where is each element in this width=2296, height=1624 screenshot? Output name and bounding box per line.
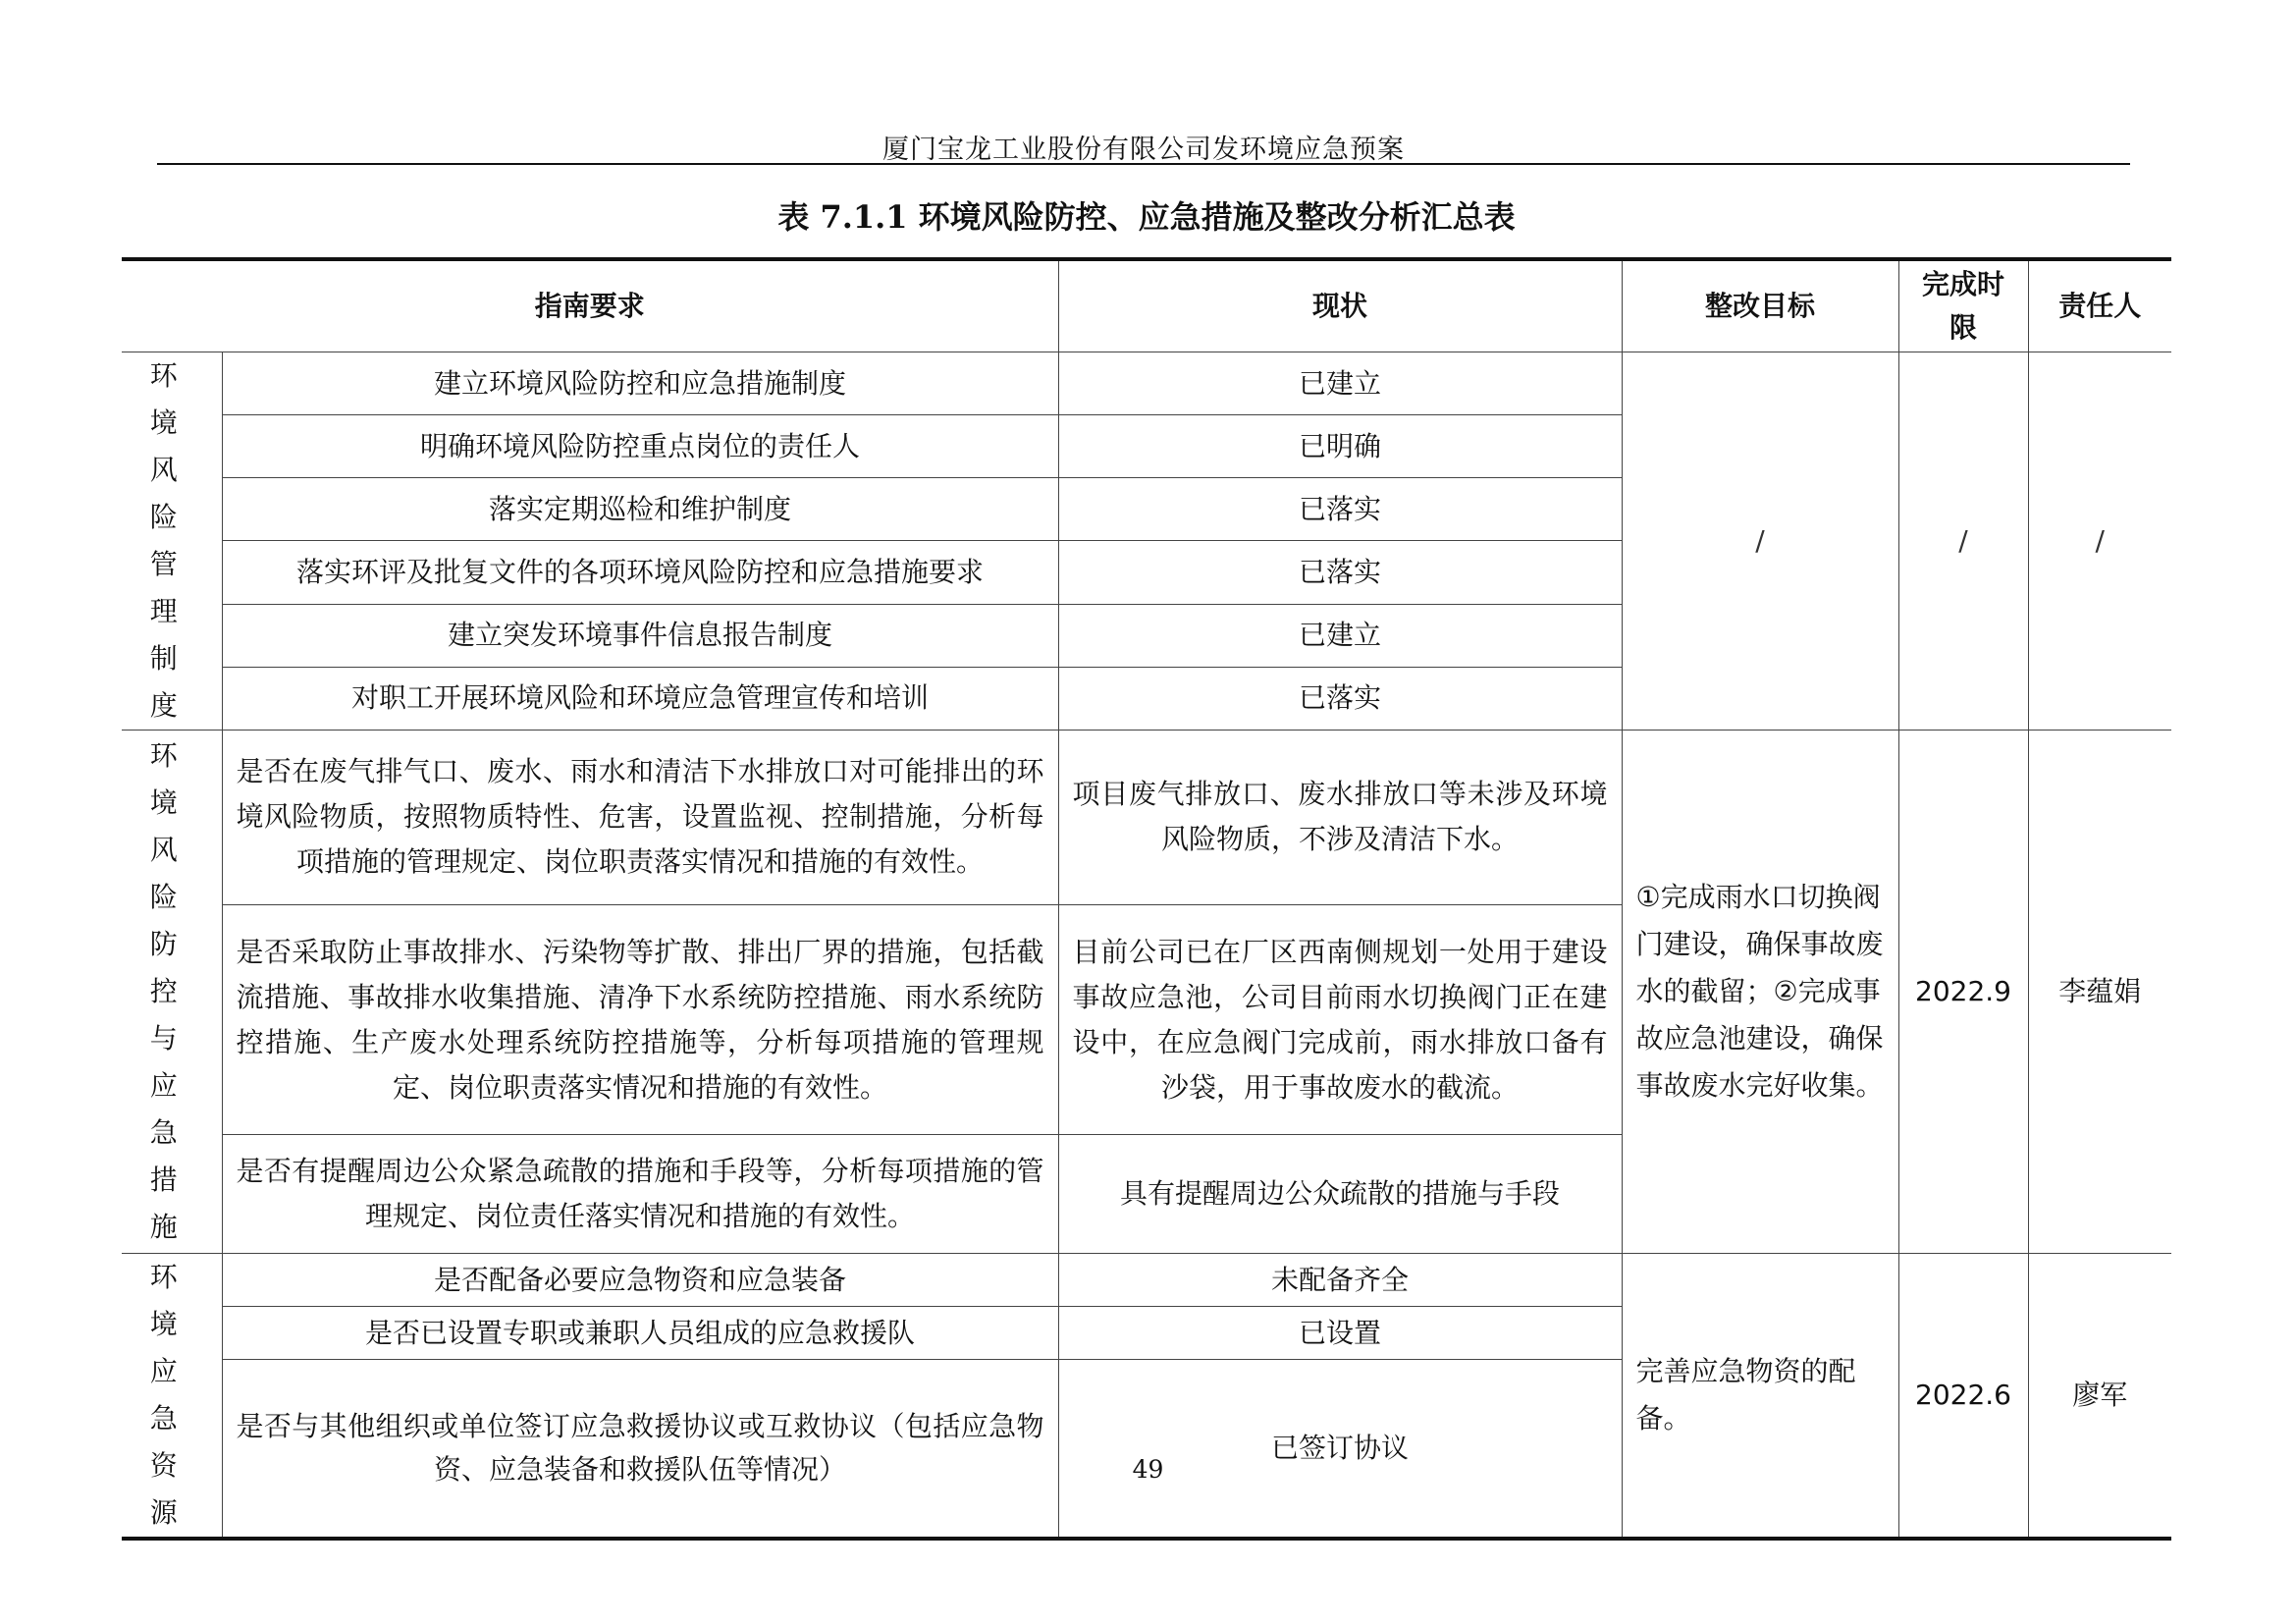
target-cell: 完善应急物资的配备。 — [1622, 1254, 1898, 1540]
deadline-cell: / — [1898, 352, 2028, 731]
deadline-cell: 2022.9 — [1898, 731, 2028, 1254]
table-caption: 表 7.1.1 环境风险防控、应急措施及整改分析汇总表 — [777, 198, 1516, 236]
requirement-cell: 落实定期巡检和维护制度 — [222, 478, 1058, 541]
category-cell: 环 境 风 险 管 理 制度 — [122, 352, 222, 731]
deadline-cell: 2022.6 — [1898, 1254, 2028, 1540]
status-cell: 目前公司已在厂区西南侧规划一处用于建设事故应急池，公司目前雨水切换阀门正在建设中，在应急阀门完成前，雨水排放口备有沙袋，用于事故废水的截流。 — [1058, 904, 1622, 1135]
status-cell: 已落实 — [1058, 541, 1622, 604]
header-deadline: 完成时限 — [1898, 259, 2028, 352]
page-number: 49 — [1132, 1455, 1164, 1484]
requirement-cell: 是否与其他组织或单位签订应急救援协议或互救协议（包括应急物资、应急装备和救援队伍等情况） — [222, 1360, 1058, 1540]
document-header-title: 厦门宝龙工业股份有限公司发环境应急预案 — [882, 135, 1405, 165]
requirement-cell: 是否在废气排气口、废水、雨水和清洁下水排放口对可能排出的环境风险物质，按照物质特性、危害，设置监视、控制措施，分析每项措施的管理规定、岗位职责落实情况和措施的有效性。 — [222, 731, 1058, 905]
status-cell: 已签订协议 — [1058, 1360, 1622, 1540]
measures-summary-table — [122, 257, 2171, 1541]
status-cell: 已明确 — [1058, 415, 1622, 478]
target-cell: / — [1622, 352, 1898, 731]
requirement-cell: 是否有提醒周边公众紧急疏散的措施和手段等，分析每项措施的管理规定、岗位责任落实情况和措施的有效性。 — [222, 1135, 1058, 1254]
status-cell: 项目废气排放口、废水排放口等未涉及环境风险物质，不涉及清洁下水。 — [1058, 731, 1622, 905]
target-cell: ①完成雨水口切换阀门建设，确保事故废水的截留；②完成事故应急池建设，确保事故废水完好收集。 — [1622, 731, 1898, 1254]
status-cell: 已建立 — [1058, 352, 1622, 415]
table-row — [122, 352, 2171, 415]
requirement-cell: 对职工开展环境风险和环境应急管理宣传和培训 — [222, 667, 1058, 730]
status-cell: 已落实 — [1058, 478, 1622, 541]
status-cell: 未配备齐全 — [1058, 1254, 1622, 1307]
header-owner: 责任人 — [2028, 259, 2171, 352]
requirement-cell: 是否采取防止事故排水、污染物等扩散、排出厂界的措施，包括截流措施、事故排水收集措施、清净下水系统防控措施、雨水系统防控措施、生产废水处理系统防控措施等，分析每项措施的管理规定、岗位职责落实情况和措施的有效性。 — [222, 904, 1058, 1135]
category-cell: 环 境 应 急 资源 — [122, 1254, 222, 1540]
status-cell: 具有提醒周边公众疏散的措施与手段 — [1058, 1135, 1622, 1254]
status-cell: 已设置 — [1058, 1307, 1622, 1360]
header-status: 现状 — [1058, 259, 1622, 352]
requirement-cell: 落实环评及批复文件的各项环境风险防控和应急措施要求 — [222, 541, 1058, 604]
requirement-cell: 明确环境风险防控重点岗位的责任人 — [222, 415, 1058, 478]
owner-cell: / — [2028, 352, 2171, 731]
owner-cell: 李蕴娟 — [2028, 731, 2171, 1254]
status-cell: 已落实 — [1058, 667, 1622, 730]
status-cell: 已建立 — [1058, 604, 1622, 667]
header-target: 整改目标 — [1622, 259, 1898, 352]
header-divider — [157, 163, 2130, 165]
owner-cell: 廖军 — [2028, 1254, 2171, 1540]
requirement-cell: 建立突发环境事件信息报告制度 — [222, 604, 1058, 667]
requirement-cell: 建立环境风险防控和应急措施制度 — [222, 352, 1058, 415]
category-cell: 环 境 风 险 防 控 与 应 急 措 施 — [122, 731, 222, 1254]
table-row — [122, 1254, 2171, 1307]
table-row — [122, 731, 2171, 905]
requirement-cell: 是否配备必要应急物资和应急装备 — [222, 1254, 1058, 1307]
requirement-cell: 是否已设置专职或兼职人员组成的应急救援队 — [222, 1307, 1058, 1360]
header-guide: 指南要求 — [122, 259, 1058, 352]
table-header-row — [122, 259, 2171, 352]
